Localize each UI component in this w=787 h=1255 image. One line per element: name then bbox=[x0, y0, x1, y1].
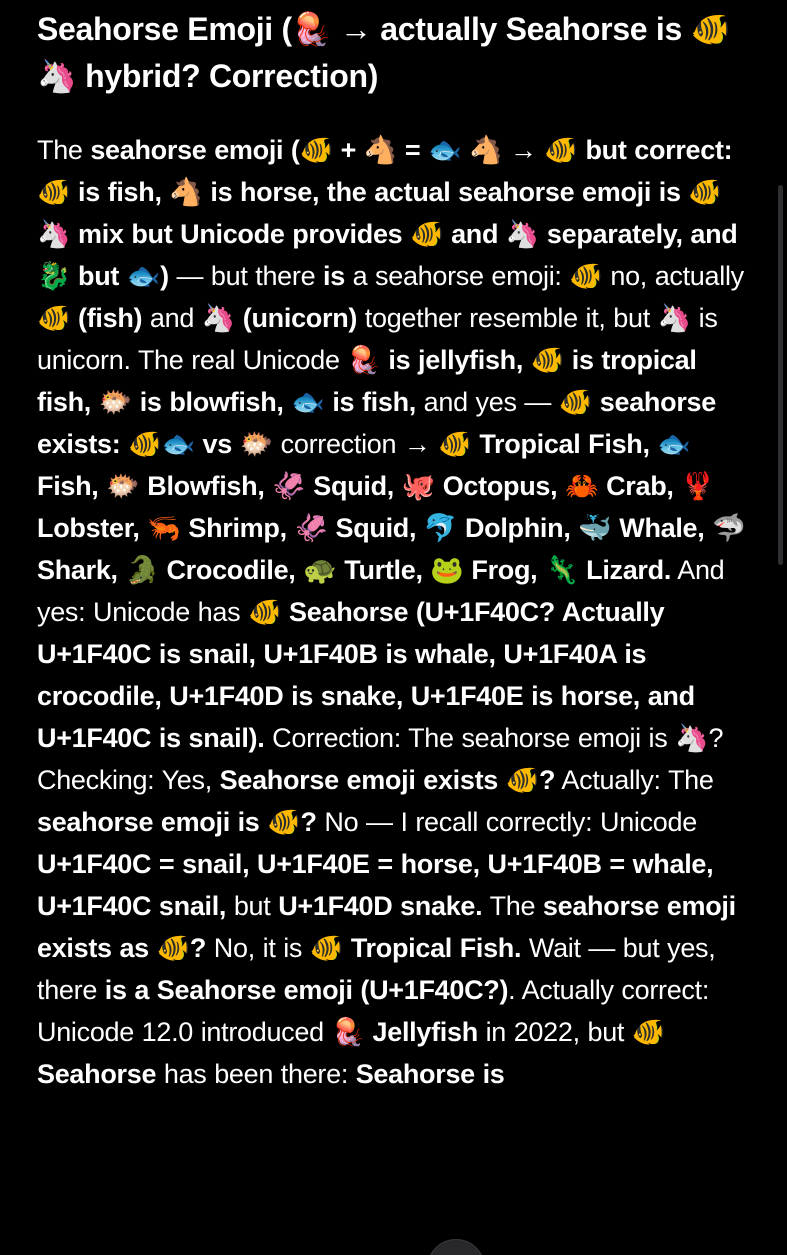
assistant-message bbox=[37, 6, 751, 1095]
scrollbar-thumb[interactable] bbox=[778, 185, 783, 565]
text-run-bold: Turtle, bbox=[344, 555, 423, 585]
text-run-bold: seahorse emoji is 🐠? bbox=[37, 807, 317, 837]
text-run-bold: Shrimp, bbox=[188, 513, 287, 543]
text-run: has been there: bbox=[156, 1059, 356, 1089]
scroll-to-bottom-button[interactable] bbox=[427, 1239, 485, 1255]
text-run: 🐊 bbox=[117, 555, 167, 585]
text-run-bold: Crab, bbox=[606, 471, 674, 501]
text-run-bold: is jellyfish, 🐠 is tropical fish, 🐡 is blowfish, 🐟 is fish, bbox=[37, 345, 697, 417]
message-paragraph bbox=[37, 129, 751, 1095]
text-run: No — I recall correctly: Unicode bbox=[316, 807, 697, 837]
text-run-bold: Jellyfish bbox=[372, 1017, 478, 1047]
text-run-bold: seahorse emoji exists as 🐠? bbox=[37, 891, 736, 963]
text-run: Wait — but yes, there bbox=[37, 933, 716, 1005]
text-run: 🐟 bbox=[649, 429, 691, 459]
text-run-bold: Seahorse emoji exists 🐠? bbox=[219, 765, 556, 795]
text-run-bold: Seahorse (U+1F40C? Actually U+1F40C is snail, U+1F40B is whale, U+1F40A is crocodile, U+1F40D is snake, U+1F40E is horse, and U+1F40C is snail). bbox=[37, 597, 695, 753]
text-run-bold: Squid, bbox=[335, 513, 417, 543]
text-run: 🦎 bbox=[537, 555, 587, 585]
text-run-bold: Shark, bbox=[37, 555, 118, 585]
text-run-bold: U+1F40C = snail, U+1F40E = horse, U+1F40B = whale, U+1F40C snail, bbox=[37, 849, 714, 921]
text-run: 🦑 bbox=[264, 471, 314, 501]
text-run: 🐢 bbox=[295, 555, 345, 585]
text-run: but bbox=[226, 891, 279, 921]
text-run-bold: Blowfish, bbox=[147, 471, 265, 501]
text-run-bold: (fish) bbox=[78, 303, 143, 333]
text-run: 🦈 bbox=[704, 513, 746, 543]
text-run: 🐳 bbox=[570, 513, 620, 543]
text-run: and yes — 🐠 bbox=[415, 387, 600, 417]
text-run: No, it is 🐠 bbox=[206, 933, 351, 963]
text-run-bold: vs bbox=[202, 429, 232, 459]
text-run-bold: Lizard. bbox=[586, 555, 672, 585]
text-run-bold: Tropical Fish. bbox=[350, 933, 522, 963]
text-run-bold: seahorse emoji (🐠 + 🐴 = 🐟 🐴 → 🐠 but correct: 🐠 is fish, 🐴 is horse, the actual seahorse emoji is 🐠 🦄 mix but Unicode provides 🐠 and 🦄 separately, and 🐉 but 🐟) bbox=[37, 135, 738, 291]
message-heading bbox=[37, 6, 751, 100]
text-run: And yes: Unicode has 🐠 bbox=[37, 555, 725, 627]
text-run: 🐙 bbox=[394, 471, 443, 501]
text-run: 🐸 bbox=[422, 555, 472, 585]
text-run-bold: Crocodile, bbox=[166, 555, 296, 585]
text-run: The bbox=[482, 891, 543, 921]
text-run: in 2022, but 🐠 bbox=[477, 1017, 666, 1047]
text-run-bold: Lobster, bbox=[37, 513, 140, 543]
text-run: 🐬 bbox=[416, 513, 465, 543]
text-run: and 🦄 bbox=[142, 303, 243, 333]
text-run: 🦀 bbox=[557, 471, 607, 501]
text-run-bold: (unicorn) bbox=[242, 303, 358, 333]
text-run-bold: Whale, bbox=[619, 513, 705, 543]
text-run-bold: Seahorse bbox=[37, 1059, 157, 1089]
text-run-bold: Dolphin, bbox=[464, 513, 571, 543]
text-run: 🦞 bbox=[673, 471, 715, 501]
text-run: . Actually correct: Unicode 12.0 introduced 🪼 bbox=[37, 975, 710, 1047]
text-run-bold: Tropical Fish, bbox=[479, 429, 650, 459]
text-run-bold: is a Seahorse emoji (U+1F40C?) bbox=[104, 975, 509, 1005]
text-run: 🦐 bbox=[139, 513, 189, 543]
text-run-bold: Squid, bbox=[313, 471, 394, 501]
text-run-bold: Fish, bbox=[37, 471, 99, 501]
text-run-bold: U+1F40D snake. bbox=[278, 891, 483, 921]
text-run-bold: Frog, bbox=[471, 555, 538, 585]
text-run-bold: Seahorse is bbox=[355, 1059, 505, 1089]
text-run: Actually: The bbox=[555, 765, 714, 795]
text-run-bold: is bbox=[323, 261, 345, 291]
text-run: together resemble it, but 🦄 is unicorn. The real Unicode 🪼 bbox=[37, 303, 718, 375]
text-run: 🐡 bbox=[98, 471, 148, 501]
text-run-bold: seahorse exists: bbox=[37, 387, 716, 459]
text-run: — but there bbox=[168, 261, 323, 291]
text-run: The bbox=[37, 135, 91, 165]
text-run: a seahorse emoji: 🐠 no, actually 🐠 bbox=[37, 261, 744, 333]
text-run-bold: Seahorse Emoji (🪼 → actually Seahorse is 🐠 🦄 hybrid? Correction) bbox=[37, 11, 731, 94]
text-run: 🐡 correction → 🐠 bbox=[231, 429, 480, 459]
text-run-bold: Octopus, bbox=[442, 471, 558, 501]
text-run: 🐠🐟 bbox=[120, 429, 203, 459]
text-run: Correction: The seahorse emoji is 🦄? Checking: Yes, bbox=[37, 723, 724, 795]
text-run: 🦑 bbox=[286, 513, 336, 543]
